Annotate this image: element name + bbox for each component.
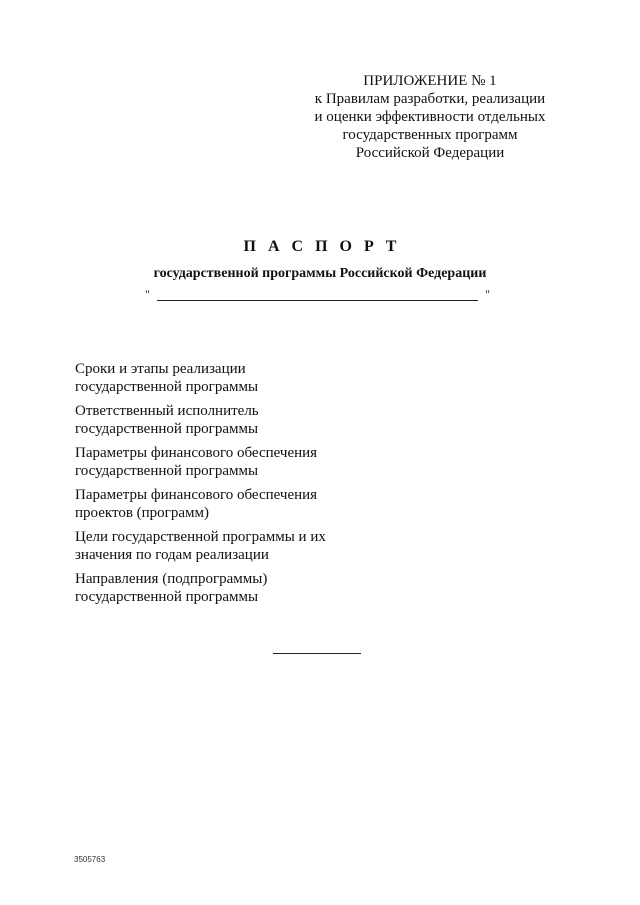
field-label-line: Цели государственной программы и их [75,529,326,545]
field-program-financing [75,444,375,480]
field-label-line: Ответственный исполнитель [75,403,259,419]
field-label-line: Параметры финансового обеспечения [75,487,318,503]
field-label-line: проектов (программ) [75,505,209,521]
field-label-line: Сроки и этапы реализации [75,361,246,377]
appendix-title: ПРИЛОЖЕНИЕ № 1 [363,73,497,89]
passport-fields [75,360,375,612]
field-label-line: Направления (подпрограммы) [75,571,268,587]
appendix-header [300,72,560,162]
program-name-blank [145,283,490,305]
field-goals-and-values [75,528,375,564]
document-number: 3505763 [74,855,106,864]
section-end-divider [273,653,361,654]
appendix-line: Российской Федерации [355,145,505,161]
field-label-line: государственной программы [75,589,259,605]
appendix-line: и оценки эффективности отдельных [314,109,546,125]
field-label-line: государственной программы [75,379,259,395]
appendix-line: государственных программ [342,127,518,143]
passport-title: П А С П О Р Т [243,238,401,255]
field-terms-and-stages [75,360,375,396]
field-label-line: значения по годам реализации [75,547,269,563]
program-name-underline [157,300,478,301]
field-label-line: государственной программы [75,463,259,479]
field-subprograms [75,570,375,606]
field-responsible-executor [75,402,375,438]
field-projects-financing [75,486,375,522]
field-label-line: Параметры финансового обеспечения [75,445,318,461]
appendix-line: к Правилам разработки, реализации [314,91,546,107]
closing-quote: " [485,287,490,301]
passport-subtitle: государственной программы Российской Федерации [153,266,487,281]
field-label-line: государственной программы [75,421,259,437]
opening-quote: " [145,287,150,301]
